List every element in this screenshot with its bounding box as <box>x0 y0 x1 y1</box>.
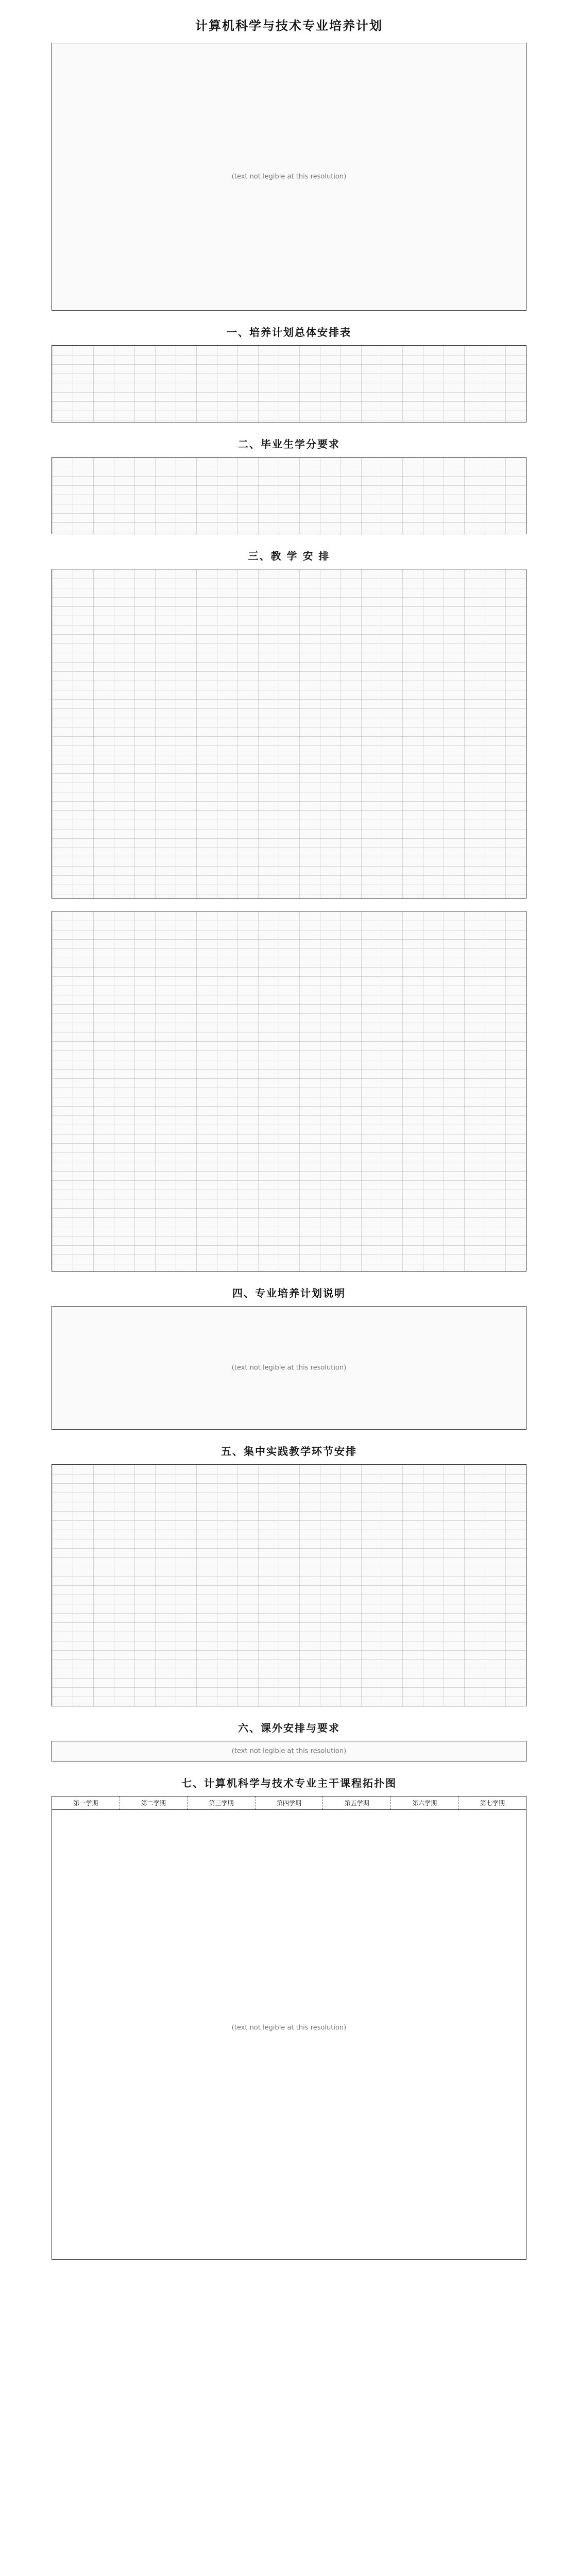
course-schedule-table-part1 <box>52 569 526 899</box>
flowchart-placeholder-note: (text not legible at this resolution) <box>231 2024 347 2032</box>
semester-label: 第七学期 <box>480 1800 505 1807</box>
semester-label: 第三学期 <box>188 1797 256 1809</box>
section-title-course-schedule: 三、教 学 安 排 <box>248 550 330 562</box>
section-title-program-notes: 四、专业培养计划说明 <box>232 1287 346 1299</box>
table-grid <box>52 457 526 534</box>
table-grid <box>52 911 526 1271</box>
section-title-course-topology: 七、计算机科学与技术专业主干课程拓扑图 <box>181 1777 397 1789</box>
credit-requirements-table <box>52 457 526 534</box>
notes-placeholder-note: (text not legible at this resolution) <box>231 1364 347 1372</box>
table-grid <box>52 1465 526 1706</box>
extracurricular-block <box>52 1741 526 1761</box>
semester-label: 第一学期 <box>52 1797 120 1809</box>
semester-header-row <box>52 1797 526 1810</box>
section-title-overall-schedule: 一、培养计划总体安排表 <box>227 326 351 338</box>
intro-block <box>52 43 526 311</box>
course-schedule-table-part2 <box>52 911 526 1272</box>
section-title-credit-requirements: 二、毕业生学分要求 <box>238 438 340 450</box>
semester-label: 第六学期 <box>391 1797 459 1809</box>
overall-schedule-table <box>52 345 526 422</box>
extracurricular-placeholder-note: (text not legible at this resolution) <box>231 1747 347 1755</box>
semester-label: 第二学期 <box>120 1797 188 1809</box>
semester-label: 第四学期 <box>256 1797 324 1809</box>
section-title-practical-training: 五、集中实践教学环节安排 <box>221 1445 357 1458</box>
semester-label: 第五学期 <box>323 1797 391 1809</box>
table-grid <box>52 569 526 898</box>
table-grid <box>52 346 526 422</box>
section-title-extracurricular: 六、课外安排与要求 <box>238 1722 340 1734</box>
practical-training-table <box>52 1464 526 1706</box>
intro-placeholder-note: (text not legible at this resolution) <box>231 173 347 181</box>
program-notes-block <box>52 1306 526 1430</box>
document-title: 计算机科学与技术专业培养计划 <box>195 18 383 33</box>
course-topology-diagram <box>52 1796 526 2260</box>
